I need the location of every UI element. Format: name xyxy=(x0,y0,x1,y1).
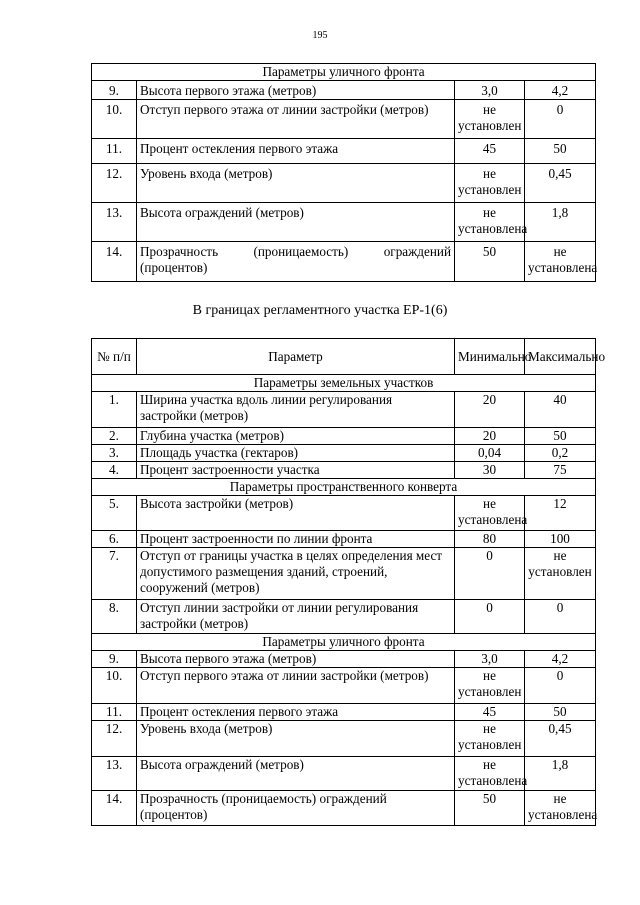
section-title: Параметры уличного фронта xyxy=(92,634,596,651)
table-row xyxy=(92,548,596,600)
max-value: 0 xyxy=(525,668,596,704)
max-value: не установлена xyxy=(525,791,596,826)
parameter-name: Отступ от границы участка в целях определения мест допустимого размещения зданий, строений, сооружений (метров) xyxy=(137,548,455,600)
max-value: 0,2 xyxy=(525,445,596,462)
row-number: 4. xyxy=(92,462,137,479)
max-value: 0,45 xyxy=(525,164,596,203)
min-value: 50 xyxy=(455,242,525,282)
table-row xyxy=(92,668,596,704)
row-number: 2. xyxy=(92,428,137,445)
table-row xyxy=(92,757,596,791)
row-number: 11. xyxy=(92,704,137,721)
table-row xyxy=(92,791,596,826)
row-number: 9. xyxy=(92,81,137,100)
max-value: 4,2 xyxy=(525,81,596,100)
row-number: 6. xyxy=(92,531,137,548)
min-value: не установлена xyxy=(455,757,525,791)
min-value: 45 xyxy=(455,704,525,721)
max-value: 50 xyxy=(525,704,596,721)
table-row xyxy=(92,100,596,139)
max-value: 100 xyxy=(525,531,596,548)
table-row xyxy=(92,462,596,479)
row-number: 7. xyxy=(92,548,137,600)
max-value: не установлен xyxy=(525,548,596,600)
max-value: 4,2 xyxy=(525,651,596,668)
min-value: 30 xyxy=(455,462,525,479)
row-number: 1. xyxy=(92,392,137,428)
table-row xyxy=(92,428,596,445)
parameter-name: Высота ограждений (метров) xyxy=(137,203,455,242)
row-number: 12. xyxy=(92,164,137,203)
row-number: 13. xyxy=(92,757,137,791)
row-number: 8. xyxy=(92,600,137,634)
max-value: 50 xyxy=(525,428,596,445)
row-number: 13. xyxy=(92,203,137,242)
min-value: не установлен xyxy=(455,164,525,203)
section-title: Параметры уличного фронта xyxy=(92,64,596,81)
table-row xyxy=(92,445,596,462)
section-header-row xyxy=(92,634,596,651)
min-value: не установлен xyxy=(455,100,525,139)
header-max: Максимально xyxy=(525,339,596,375)
parameter-name: Прозрачность (проницаемость) ограждений (процентов) xyxy=(137,242,455,282)
min-value: 3,0 xyxy=(455,651,525,668)
row-number: 10. xyxy=(92,100,137,139)
min-value: 3,0 xyxy=(455,81,525,100)
table-row xyxy=(92,81,596,100)
table-row xyxy=(92,600,596,634)
row-number: 10. xyxy=(92,668,137,704)
min-value: не установлен xyxy=(455,668,525,704)
parameter-name: Прозрачность (проницаемость) ограждений (процентов) xyxy=(137,791,455,826)
section-header-row xyxy=(92,64,596,81)
min-value: не установлена xyxy=(455,496,525,531)
section-title: Параметры земельных участков xyxy=(92,375,596,392)
parameter-name: Отступ первого этажа от линии застройки (метров) xyxy=(137,668,455,704)
parameter-name: Ширина участка вдоль линии регулирования застройки (метров) xyxy=(137,392,455,428)
max-value: 75 xyxy=(525,462,596,479)
parameter-name: Процент остекления первого этажа xyxy=(137,704,455,721)
min-value: 45 xyxy=(455,139,525,164)
parameter-name: Процент остекления первого этажа xyxy=(137,139,455,164)
table-row xyxy=(92,392,596,428)
max-value: 1,8 xyxy=(525,757,596,791)
max-value: 0,45 xyxy=(525,721,596,757)
parameter-name: Уровень входа (метров) xyxy=(137,721,455,757)
section-header-row xyxy=(92,479,596,496)
max-value: 0 xyxy=(525,100,596,139)
parameter-name: Высота первого этажа (метров) xyxy=(137,81,455,100)
street-front-table-continued xyxy=(91,63,596,282)
max-value: 40 xyxy=(525,392,596,428)
min-value: не установлен xyxy=(455,721,525,757)
table-header-row xyxy=(92,339,596,375)
parameter-name: Площадь участка (гектаров) xyxy=(137,445,455,462)
section-header-row xyxy=(92,375,596,392)
header-min: Минимально xyxy=(455,339,525,375)
table-row xyxy=(92,531,596,548)
min-value: 20 xyxy=(455,428,525,445)
row-number: 9. xyxy=(92,651,137,668)
table-row xyxy=(92,164,596,203)
parameter-name: Отступ первого этажа от линии застройки (метров) xyxy=(137,100,455,139)
header-parameter: Параметр xyxy=(137,339,455,375)
min-value: 0,04 xyxy=(455,445,525,462)
header-number: № п/п xyxy=(92,339,137,375)
row-number: 3. xyxy=(92,445,137,462)
max-value: 12 xyxy=(525,496,596,531)
row-number: 12. xyxy=(92,721,137,757)
page-number: 195 xyxy=(312,30,328,41)
row-number: 11. xyxy=(92,139,137,164)
max-value: не установлена xyxy=(525,242,596,282)
min-value: 80 xyxy=(455,531,525,548)
table-row xyxy=(92,496,596,531)
min-value: 20 xyxy=(455,392,525,428)
max-value: 50 xyxy=(525,139,596,164)
min-value: 50 xyxy=(455,791,525,826)
row-number: 14. xyxy=(92,791,137,826)
parameter-name: Процент застроенности участка xyxy=(137,462,455,479)
parameter-name: Процент застроенности по линии фронта xyxy=(137,531,455,548)
parameters-table xyxy=(91,338,606,826)
table-row xyxy=(92,704,596,721)
row-number: 14. xyxy=(92,242,137,282)
parameter-name: Высота застройки (метров) xyxy=(137,496,455,531)
min-value: не установлена xyxy=(455,203,525,242)
max-value: 1,8 xyxy=(525,203,596,242)
min-value: 0 xyxy=(455,600,525,634)
section-title: Параметры пространственного конверта xyxy=(92,479,596,496)
min-value: 0 xyxy=(455,548,525,600)
table-caption: В границах регламентного участка ЕР-1(6) xyxy=(192,303,448,318)
parameter-name: Отступ линии застройки от линии регулирования застройки (метров) xyxy=(137,600,455,634)
table-row xyxy=(92,242,596,282)
row-number: 5. xyxy=(92,496,137,531)
parameter-name: Глубина участка (метров) xyxy=(137,428,455,445)
table-row xyxy=(92,203,596,242)
parameter-name: Высота первого этажа (метров) xyxy=(137,651,455,668)
max-value: 0 xyxy=(525,600,596,634)
parameter-name: Высота ограждений (метров) xyxy=(137,757,455,791)
table-row xyxy=(92,139,596,164)
table-row xyxy=(92,651,596,668)
parameter-name: Уровень входа (метров) xyxy=(137,164,455,203)
table-row xyxy=(92,721,596,757)
